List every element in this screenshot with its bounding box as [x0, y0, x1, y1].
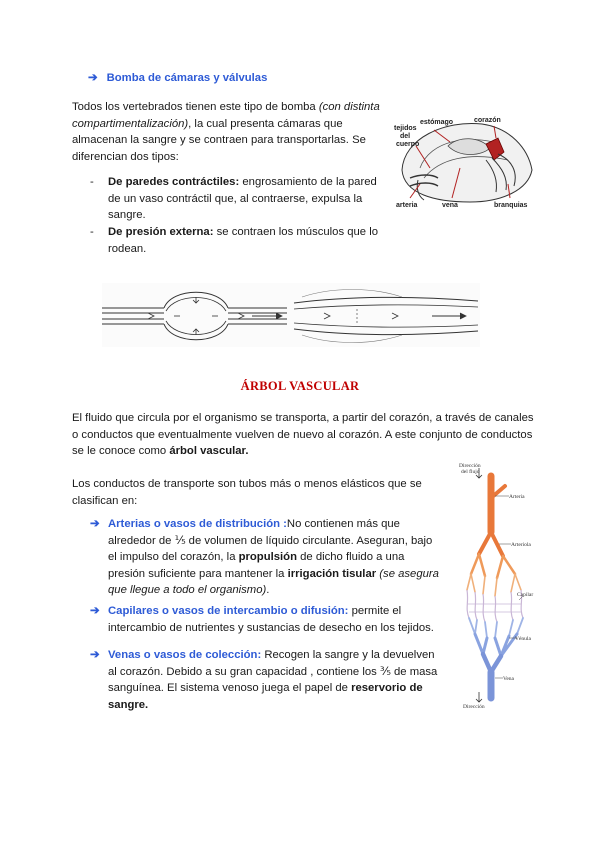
- intro-text-b: , la cual presenta cámaras que almacenan la sangre y se contraen para transportarlas. Se diferencian dos tipos:: [72, 117, 366, 163]
- bullet-marker: -: [90, 226, 94, 238]
- label-artery: Arteria: [509, 494, 525, 500]
- label-gills: branquias: [494, 202, 528, 209]
- item-capillaries: Capilares o vasos de intercambio o difusión: permite el intercambio de nutrientes y sustancias de desecho en los tejidos.: [108, 605, 434, 634]
- fish-circulation-diagram: [390, 108, 540, 213]
- arrow-icon: ➔: [88, 72, 98, 84]
- para1-bold: árbol vascular.: [169, 445, 249, 457]
- conduit-classification-intro: Los conductos de transporte son tubos más o menos elásticos que se clasifican en:: [72, 478, 422, 507]
- label-arteriole: Arteriola: [511, 542, 531, 548]
- label-artery: arteria: [396, 202, 418, 209]
- item-arteries: Arterias o vasos de distribución :No contienen más que alrededor de ⅕ de volumen de líquido circulante. Aseguran, bajo el impulso del corazón, la propulsión de dicho fluido a una presión suficiente para mantener la irrigación tisular (se asegura que llegue a todo el organismo).: [108, 518, 439, 596]
- label-stomach: estómago: [420, 119, 454, 126]
- arrow-icon: ➔: [90, 518, 100, 530]
- bullet-external-pressure: [108, 224, 380, 257]
- label-tissues-1: tejidos: [394, 125, 417, 132]
- label-capillary: Capilar: [517, 592, 534, 598]
- pump-intro: [72, 99, 382, 165]
- intro-italic: (con distinta compartimentalización): [72, 101, 380, 130]
- bullet-bold: De paredes contráctiles:: [108, 176, 240, 188]
- intro-text-a: Todos los vertebrados tienen este tipo de bomba: [72, 101, 319, 113]
- arrow-icon: ➔: [90, 649, 100, 661]
- label-tissues-3: cuerpo: [396, 141, 420, 148]
- bullet-bold: De presión externa:: [108, 226, 214, 238]
- label-venule: Vénula: [515, 636, 531, 642]
- item-veins: Venas o vasos de colección: Recogen la sangre y la devuelven al corazón. Debido a su gran capacidad , contiene los ⅗ de masa sanguínea. El sistema venoso juega el papel de reservorio de sangre.: [108, 649, 438, 711]
- bullet-text: engrosamiento de la pared de un vaso contráctil que, al contraerse, expulsa la sangre.: [108, 176, 377, 221]
- label-vein: vena: [442, 202, 458, 209]
- label-flow-direction-2: del flujo: [461, 469, 480, 475]
- arrow-icon: ➔: [90, 605, 100, 617]
- label-direction: Dirección: [463, 704, 485, 710]
- label-heart: corazón: [474, 117, 501, 124]
- item-title: Capilares o vasos de intercambio o difusión:: [108, 605, 349, 617]
- section-heading-pump: [88, 70, 267, 87]
- item-title: Venas o vasos de colección:: [108, 649, 262, 661]
- vascular-tree-title: ÁRBOL VASCULAR: [240, 379, 360, 393]
- heading-text: Bomba de cámaras y válvulas: [106, 72, 268, 84]
- para1-text: El fluido que circula por el organismo se transporta, a partir del corazón, a través de canales o conductos que eventualmente vuelven de nuevo al corazón. A este conjunto de conductos se le conoce como: [72, 412, 534, 457]
- vascular-tree-diagram: [455, 462, 543, 710]
- pump-mechanism-diagram: [102, 283, 480, 347]
- bullet-contractile-walls: [108, 174, 380, 224]
- bullet-text: se contraen los músculos que lo rodean.: [108, 226, 379, 255]
- bullet-marker: -: [90, 176, 94, 188]
- item-title: Arterias o vasos de distribución :: [108, 518, 287, 530]
- label-flow-direction-1: Dirección: [459, 463, 481, 469]
- label-vein: Vena: [503, 676, 514, 682]
- vascular-tree-intro: [72, 410, 542, 460]
- label-tissues-2: del: [400, 133, 411, 140]
